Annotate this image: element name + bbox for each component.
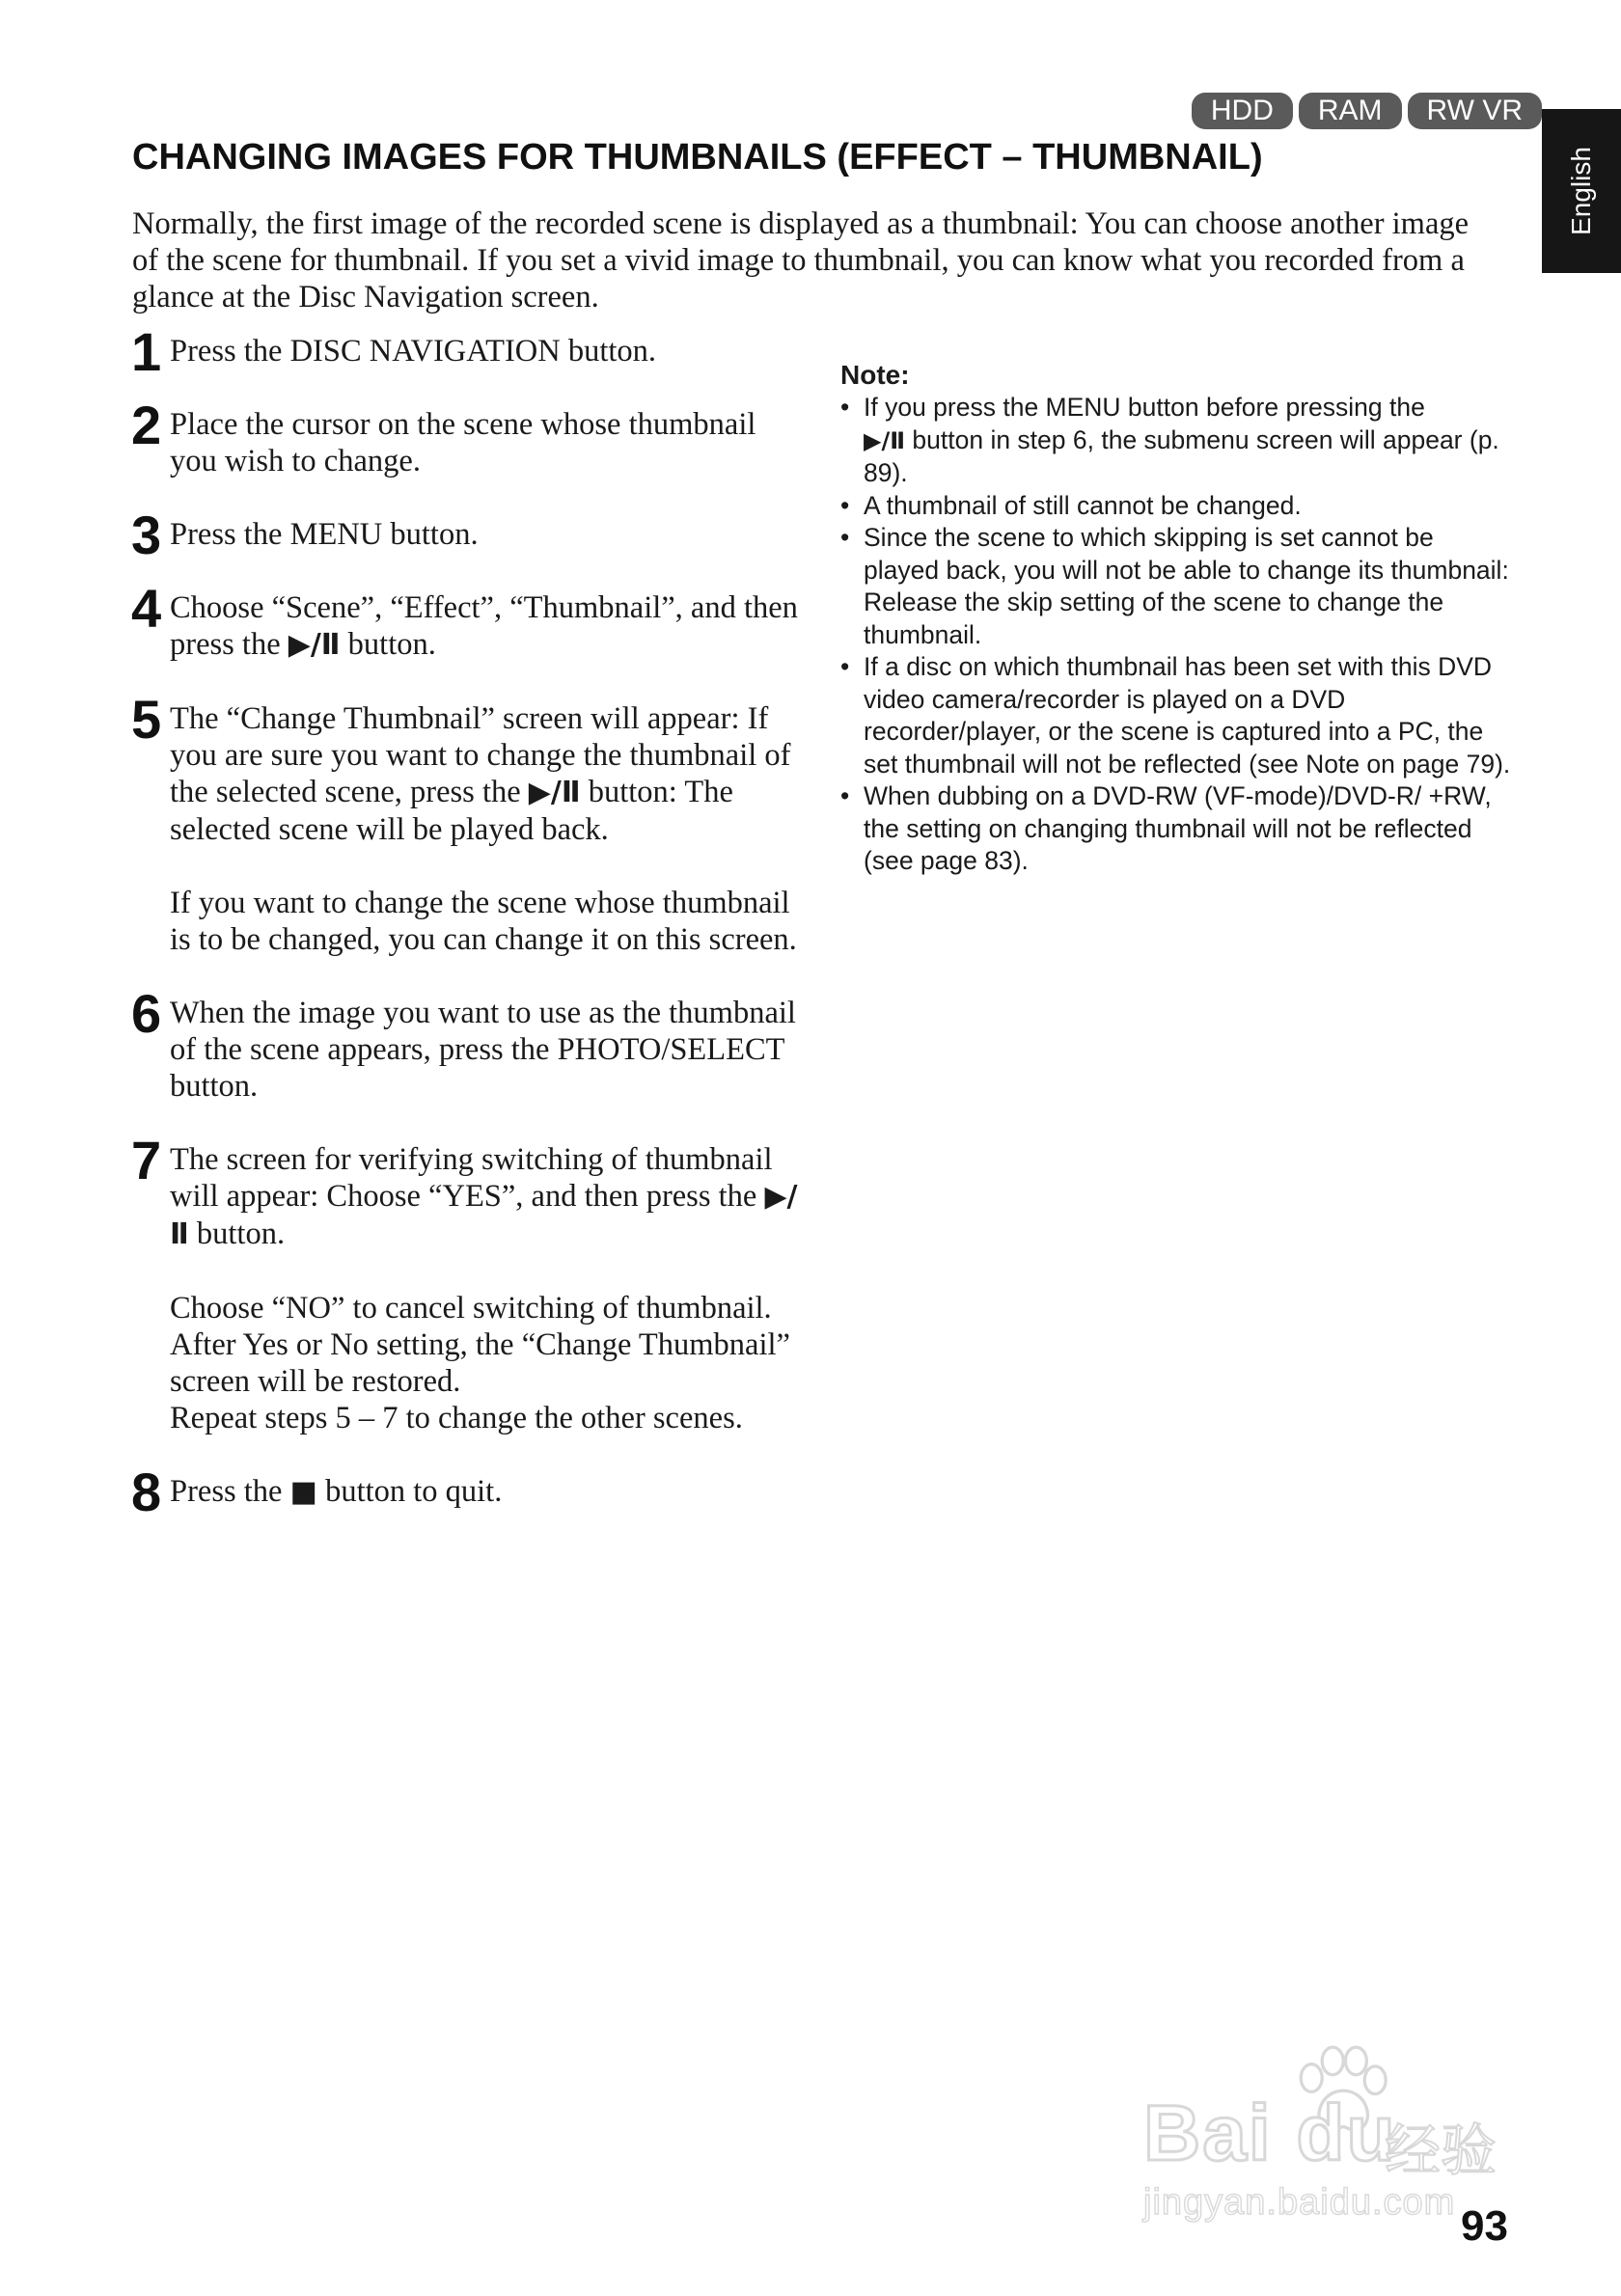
badge-ram: RAM bbox=[1299, 93, 1402, 129]
note-item: • Since the scene to which skipping is set cannot be played back, you will not be able to change its thumbnail: Release the skip setting of the scene to change the thumbnail. bbox=[840, 522, 1516, 651]
watermark-cn: 经验 bbox=[1385, 2118, 1497, 2183]
page-number: 93 bbox=[1461, 2202, 1508, 2250]
step-text-end: button. bbox=[347, 627, 436, 662]
step-number: 4 bbox=[131, 578, 162, 639]
step-text: Press the MENU button. bbox=[170, 517, 479, 552]
play-pause-icon: ▶/Ⅱ bbox=[864, 426, 906, 454]
step-text-end: button to quit. bbox=[325, 1474, 503, 1509]
language-tab bbox=[1542, 109, 1621, 273]
step-number: 8 bbox=[131, 1462, 162, 1522]
step-8 bbox=[131, 1462, 798, 1522]
step-text: Choose “Scene”, “Effect”, “Thumbnail”, and then press the bbox=[170, 590, 798, 662]
note-list bbox=[840, 392, 1516, 878]
media-badges bbox=[1192, 93, 1542, 129]
stop-icon: ■ bbox=[289, 1475, 317, 1509]
step-text: Place the cursor on the scene whose thumbnail you wish to change. bbox=[170, 407, 756, 478]
step-text: The screen for verifying switching of thumbnail will appear: Choose “YES”, and then press the bbox=[170, 1142, 773, 1214]
note-item: • When dubbing on a DVD-RW (VF-mode)/DVD-R/ +RW, the setting on changing thumbnail will not be reflected (see page 83). bbox=[840, 780, 1516, 878]
note-box bbox=[840, 359, 1516, 878]
step-7 bbox=[131, 1130, 798, 1436]
step-5 bbox=[131, 689, 798, 958]
note-heading: Note: bbox=[840, 360, 910, 390]
step-3 bbox=[131, 505, 798, 565]
badge-rw-vr: RW VR bbox=[1408, 93, 1542, 129]
play-pause-icon: ▶/Ⅱ bbox=[288, 628, 341, 662]
watermark-logo: Bai du bbox=[1143, 2090, 1397, 2177]
steps-list bbox=[131, 321, 798, 1547]
step-number: 5 bbox=[131, 689, 162, 750]
language-tab-label: English bbox=[1566, 147, 1596, 235]
step-6 bbox=[131, 983, 798, 1105]
step-2 bbox=[131, 395, 798, 479]
step-text: Press the bbox=[170, 1474, 283, 1509]
intro-paragraph: Normally, the first image of the recorded scene is displayed as a thumbnail: You can choose another image of the scene for thumbnail. If you set a vivid image to thumbnail, you can know what you recorded from a glance at the Disc Navigation screen. bbox=[132, 206, 1470, 314]
watermark-url: jingyan.baidu.com bbox=[1143, 2182, 1456, 2223]
step-number: 6 bbox=[131, 983, 162, 1044]
step-1 bbox=[131, 321, 798, 382]
step-text: When the image you want to use as the thumbnail of the scene appears, press the PHOTO/SELECT button. bbox=[170, 996, 796, 1104]
note-item: • A thumbnail of still cannot be changed. bbox=[840, 490, 1516, 523]
step-text: The “Change Thumbnail” screen will appear: If you are sure you want to change the thumbnail of the selected scene, press the bbox=[170, 701, 791, 809]
step-extra-line: After Yes or No setting, the “Change Thumbnail” screen will be restored. bbox=[170, 1327, 790, 1399]
note-item: • If you press the MENU button before pressing the ▶/Ⅱ button in step 6, the submenu screen will appear (p. 89). bbox=[840, 392, 1516, 490]
badge-hdd: HDD bbox=[1192, 93, 1293, 129]
step-number: 3 bbox=[131, 505, 162, 565]
note-item: • If a disc on which thumbnail has been set with this DVD video camera/recorder is played on a DVD recorder/player, or the scene is captured into a PC, the set thumbnail will not be reflected (see Note on page 79). bbox=[840, 651, 1516, 780]
step-number: 1 bbox=[131, 321, 162, 382]
step-extra-line: Repeat steps 5 – 7 to change the other scenes. bbox=[170, 1401, 743, 1435]
step-number: 2 bbox=[131, 395, 162, 455]
play-pause-icon: ▶/Ⅱ bbox=[170, 1180, 798, 1251]
step-number: 7 bbox=[131, 1130, 162, 1190]
step-4 bbox=[131, 578, 798, 664]
step-extra-line: Choose “NO” to cancel switching of thumbnail. bbox=[170, 1291, 772, 1326]
step-text: Press the DISC NAVIGATION button. bbox=[170, 334, 657, 369]
play-pause-icon: ▶/Ⅱ bbox=[528, 776, 581, 809]
page-title: CHANGING IMAGES FOR THUMBNAILS (EFFECT – THUMBNAIL) bbox=[132, 137, 1263, 178]
step-text-end: button. bbox=[196, 1216, 286, 1251]
step-extra-text: If you want to change the scene whose thumbnail is to be changed, you can change it on this screen. bbox=[170, 886, 797, 957]
step-text-end: button: The selected scene will be played back. bbox=[170, 775, 733, 847]
